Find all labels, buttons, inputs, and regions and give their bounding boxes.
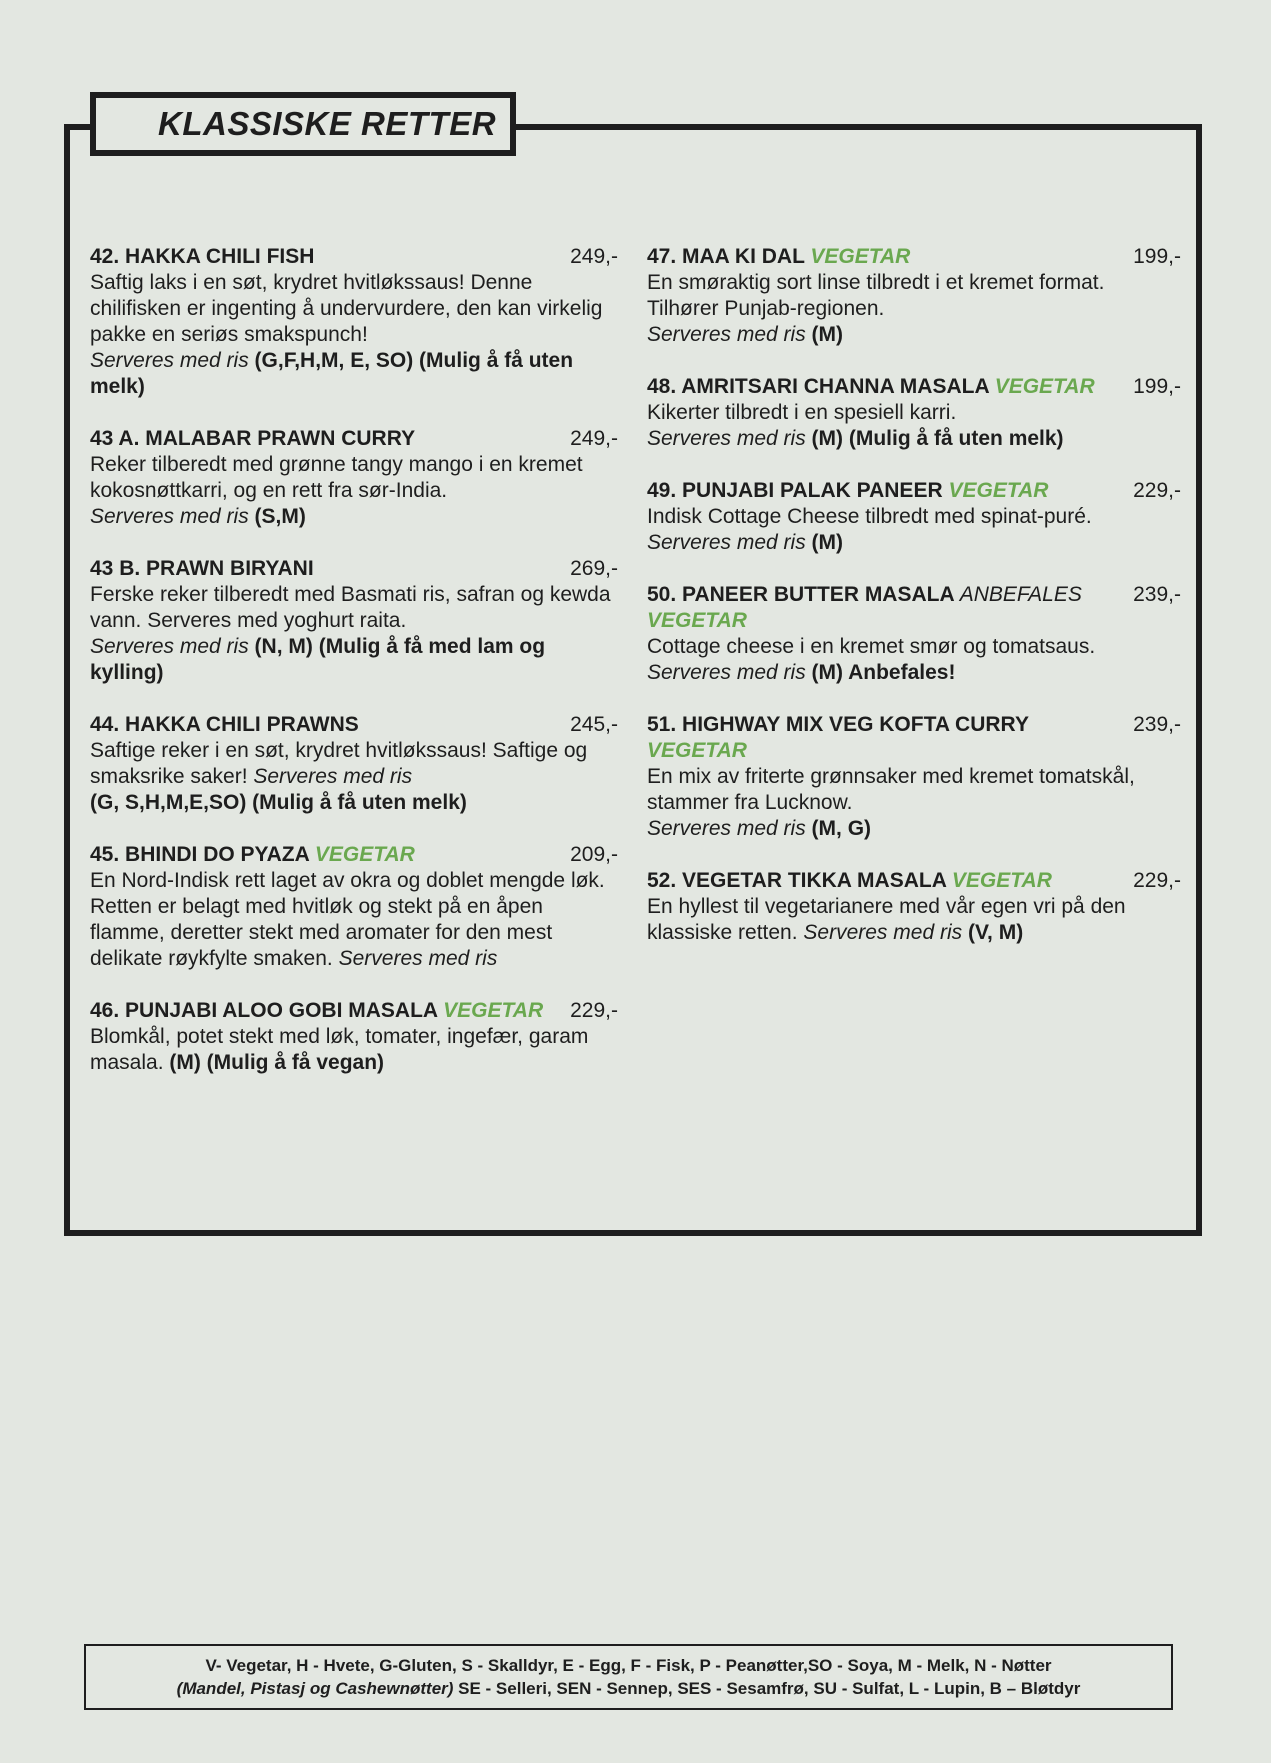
dish-price: 209,- [570, 843, 618, 866]
dish-item [647, 868, 1181, 946]
dish-description: Saftig laks i en søt, krydret hvitløkssaus! Denne chilifisken er ingenting å undervurdere, den kan virkelig pakke en seriøs smakspunch! [90, 271, 603, 346]
dish-name: 43 A. MALABAR PRAWN CURRY [90, 427, 416, 450]
dish-allergens: (M, G) [805, 817, 872, 840]
dish-serve: Serveres med ris [647, 531, 806, 554]
anbefales-tag: ANBEFALES [959, 583, 1082, 606]
allergen-legend [84, 1644, 1173, 1710]
dish-name: 43 B. PRAWN BIRYANI [90, 557, 314, 580]
dish-item [647, 478, 1181, 556]
dish-serve: Serveres med ris [647, 661, 806, 684]
dish-serve: Serveres med ris [647, 323, 806, 346]
dish-price: 199,- [1133, 375, 1181, 398]
dish-serve: Serveres med ris [647, 427, 806, 450]
dish-allergens: (M) (Mulig å få vegan) [163, 1051, 385, 1074]
dish-description: Ferske reker tilberedt med Basmati ris, safran og kewda vann. Serveres med yoghurt raita. [90, 583, 611, 632]
dish-item [90, 556, 618, 686]
allergen-legend-line2: (Mandel, Pistasj og Cashewnøtter) SE - Selleri, SEN - Sennep, SES - Sesamfrø, SU - Sulfat, L - Lupin, B – Bløtdyr [176, 1679, 1081, 1698]
dish-name: 47. MAA KI DAL VEGETAR [647, 245, 911, 268]
dish-price: 229,- [570, 999, 618, 1022]
vegetar-tag: VEGETAR [647, 609, 747, 632]
vegetar-tag: VEGETAR [647, 739, 747, 762]
dish-description: En hyllest til vegetarianere med vår egen vri på den klassiske retten. [647, 895, 1126, 944]
dish-serve: Serveres med ris [803, 921, 963, 944]
dish-allergens: (M) Anbefales! [805, 661, 956, 684]
dish-item [647, 374, 1181, 452]
dish-name: 42. HAKKA CHILI FISH [90, 245, 315, 268]
dish-description: Reker tilberedt med grønne tangy mango i en kremet kokosnøttkarri, og en rett fra sør-India. [90, 453, 583, 502]
dish-allergens: (M) [805, 531, 844, 554]
vegetar-tag: VEGETAR [951, 869, 1052, 892]
vegetar-tag: VEGETAR [994, 375, 1095, 398]
right-column [647, 244, 1181, 972]
dish-description: Cottage cheese i en kremet smør og tomatsaus. [647, 635, 1096, 658]
dish-serve: Serveres med ris [253, 765, 413, 788]
dish-name: 44. HAKKA CHILI PRAWNS [90, 713, 359, 736]
dish-name: 52. VEGETAR TIKKA MASALA VEGETAR [647, 869, 1052, 892]
dish-item [647, 582, 1181, 686]
dish-item [647, 712, 1181, 842]
dish-allergens: (N, M) (Mulig å få med lam og kylling) [90, 635, 546, 684]
dish-price: 229,- [1133, 869, 1181, 892]
dish-name: 45. BHINDI DO PYAZA VEGETAR [90, 843, 415, 866]
dish-item [90, 712, 618, 816]
dish-price: 239,- [1133, 713, 1181, 736]
dish-allergens: (S,M) [248, 505, 306, 528]
dish-description: Indisk Cottage Cheese tilbredt med spinat-puré. [647, 505, 1092, 528]
dish-item [90, 244, 618, 400]
vegetar-tag: VEGETAR [810, 245, 911, 268]
dish-allergens: (G,F,H,M, E, SO) (Mulig å få uten melk) [90, 349, 574, 398]
dish-allergens: (M) (Mulig å få uten melk) [805, 427, 1064, 450]
dish-allergens: (V, M) [962, 921, 1024, 944]
dish-description: En smøraktig sort linse tilbredt i et kremet format. Tilhører Punjab-regionen. [647, 271, 1105, 320]
dish-name: 48. AMRITSARI CHANNA MASALA VEGETAR [647, 375, 1095, 398]
vegetar-tag: VEGETAR [948, 479, 1049, 502]
dish-serve: Serveres med ris [338, 947, 498, 970]
dish-name: 51. HIGHWAY MIX VEG KOFTA CURRY VEGETAR [647, 713, 1029, 762]
page-title: KLASSISKE RETTER [158, 105, 497, 142]
dish-serve: Serveres med ris [90, 349, 249, 372]
dish-name: 46. PUNJABI ALOO GOBI MASALA VEGETAR [90, 999, 544, 1022]
dish-price: 245,- [570, 713, 618, 736]
dish-allergens: (G, S,H,M,E,SO) (Mulig å få uten melk) [90, 791, 467, 814]
dish-serve: Serveres med ris [90, 505, 249, 528]
dish-price: 239,- [1133, 583, 1181, 606]
vegetar-tag: VEGETAR [314, 843, 415, 866]
dish-price: 229,- [1133, 479, 1181, 502]
dish-serve: Serveres med ris [647, 817, 806, 840]
dish-item [90, 998, 618, 1076]
allergen-legend-line1: V- Vegetar, H - Hvete, G-Gluten, S - Skalldyr, E - Egg, F - Fisk, P - Peanøtter,SO - Soya, M - Melk, N - Nøtter [205, 1656, 1052, 1675]
dish-price: 269,- [570, 557, 618, 580]
dish-price: 249,- [570, 245, 618, 268]
dish-name: 49. PUNJABI PALAK PANEER VEGETAR [647, 479, 1049, 502]
dish-description: Saftige reker i en søt, krydret hvitløkssaus! Saftige og smaksrike saker! [90, 739, 588, 788]
dish-price: 249,- [570, 427, 618, 450]
left-column [90, 244, 618, 1102]
dish-item [90, 842, 618, 972]
dish-item [647, 244, 1181, 348]
dish-allergens: (M) [805, 323, 844, 346]
title-box [90, 92, 516, 156]
dish-description: En mix av friterte grønnsaker med kremet tomatskål, stammer fra Lucknow. [647, 765, 1135, 814]
dish-description: En Nord-Indisk rett laget av okra og doblet mengde løk. Retten er belagt med hvitløk og stekt på en åpen flamme, deretter stekt med aromater for den mest delikate røykfylte smaken. [90, 869, 605, 970]
dish-description: Kikerter tilbredt i en spesiell karri. [647, 401, 957, 424]
dish-serve: Serveres med ris [90, 635, 249, 658]
dish-price: 199,- [1133, 245, 1181, 268]
dish-name: 50. PANEER BUTTER MASALA ANBEFALES VEGETAR [647, 583, 1082, 632]
vegetar-tag: VEGETAR [443, 999, 544, 1022]
dish-description: Blomkål, potet stekt med løk, tomater, ingefær, garam masala. [90, 1025, 589, 1074]
dish-item [90, 426, 618, 530]
